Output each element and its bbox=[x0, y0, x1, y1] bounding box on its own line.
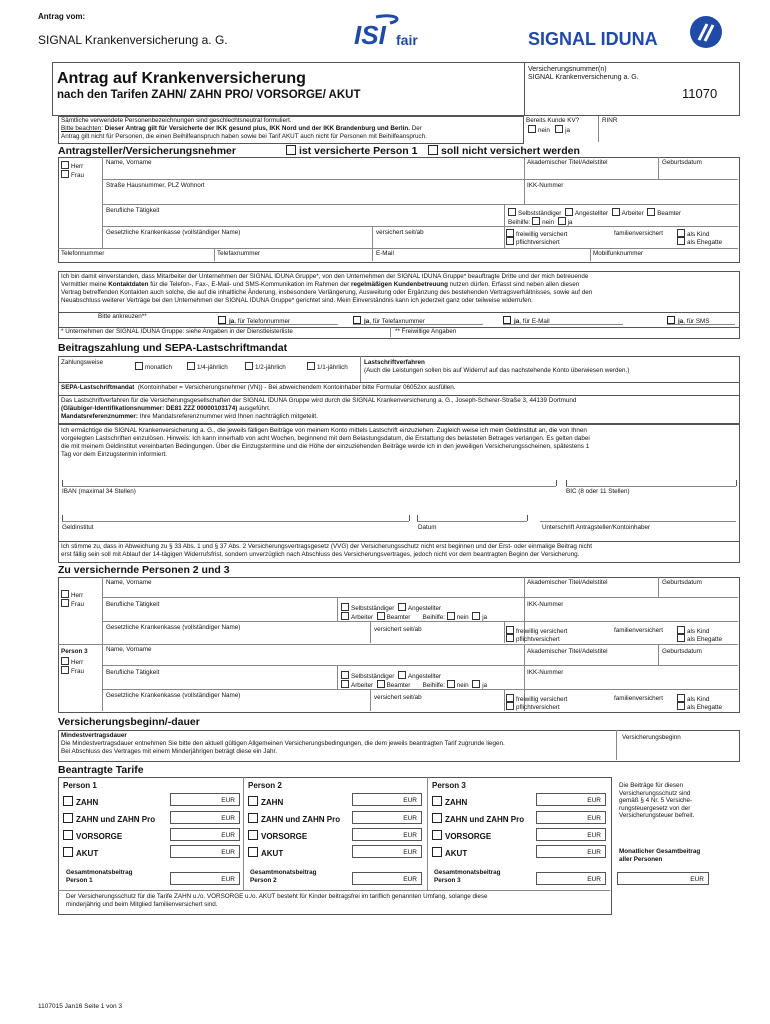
p3-zahn-eur[interactable]: EUR bbox=[536, 793, 606, 806]
gesamtbeitrag-eur[interactable]: EUR bbox=[617, 872, 709, 885]
freiwillig-option[interactable]: freiwillig versichert bbox=[506, 229, 567, 239]
consent-email-option[interactable]: ja, für E-Mail bbox=[503, 316, 550, 326]
vn-company: SIGNAL Krankenversicherung a. G. bbox=[528, 74, 639, 81]
titel-field-label[interactable]: Akademischer Titel/Adelstitel bbox=[527, 159, 608, 166]
intro-line-2: Bitte beachten: Dieser Antrag gilt für Versicherte der IKK gesund plus, IKK Nord und der IKK Brandenburg und Berlin. Der bbox=[61, 125, 422, 132]
p3-zahnpro-option[interactable]: ZAHN und ZAHN Pro bbox=[432, 813, 524, 825]
p2-frau-option[interactable]: Frau bbox=[61, 599, 84, 609]
p2-ehe-option[interactable]: als Ehegatte bbox=[677, 634, 722, 644]
tarife-person-1: Person 1 bbox=[63, 781, 97, 790]
p2-vorsorge-option[interactable]: VORSORGE bbox=[248, 830, 307, 842]
beruf-field-label[interactable]: Berufliche Tätigkeit bbox=[106, 207, 160, 214]
monatlicher-gesamtbeitrag-label: Monatlicher Gesamtbeitrag aller Personen bbox=[619, 848, 701, 863]
signal-iduna-logo-icon bbox=[689, 15, 723, 49]
p2-ikk-label[interactable]: IKK-Nummer bbox=[527, 601, 564, 608]
kind-option[interactable]: als Kind bbox=[677, 229, 709, 239]
p1-gesamt-label: Gesamtmonatsbeitrag Person 1 bbox=[66, 869, 133, 884]
p2-beruf-options-2[interactable]: Arbeiter Beamter Beihilfe: nein ja bbox=[341, 612, 487, 622]
intro-line-1: Sämtliche verwendete Personenbezeichnungen sind geschlechtsneutral formuliert. bbox=[61, 117, 292, 124]
ist-versicherte-checkbox[interactable] bbox=[286, 145, 296, 155]
p2-gesamt-label: Gesamtmonatsbeitrag Person 2 bbox=[250, 869, 317, 884]
p2-pflicht-option[interactable]: pflichtversichert bbox=[506, 634, 560, 644]
sepa-heading: Beitragszahlung und SEPA-Lastschriftmandat bbox=[58, 342, 288, 354]
p3-akut-option[interactable]: AKUT bbox=[432, 847, 467, 859]
consent-footnote-2: ** Freiwillige Angaben bbox=[395, 328, 457, 335]
person-3-label: Person 3 bbox=[61, 648, 88, 655]
p1-gesamt-eur[interactable]: EUR bbox=[170, 872, 240, 885]
p1-zahnpro-option[interactable]: ZAHN und ZAHN Pro bbox=[63, 813, 155, 825]
p3-zahn-option[interactable]: ZAHN bbox=[432, 796, 467, 808]
ist-versicherte-person-option[interactable]: ist versicherte Person 1 bbox=[286, 145, 417, 157]
email-field-label[interactable]: E-Mail bbox=[376, 250, 394, 257]
glaeubiger-line-3: Mandatsreferenznummer: Ihre Mandatsreferenznummer wird Ihnen nachträglich mitgeteilt. bbox=[61, 413, 318, 420]
p1-zahnpro-eur[interactable]: EUR bbox=[170, 811, 240, 824]
tarife-person-2: Person 2 bbox=[248, 781, 282, 790]
beginn-heading: Versicherungsbeginn/-dauer bbox=[58, 716, 200, 728]
p1-akut-option[interactable]: AKUT bbox=[63, 847, 98, 859]
p2-zahnpro-option[interactable]: ZAHN und ZAHN Pro bbox=[248, 813, 340, 825]
ikk-field-label[interactable]: IKK-Nummer bbox=[527, 182, 564, 189]
consent-footnote-1: * Unternehmen der SIGNAL IDUNA Gruppe: siehe Angaben in der Dienstleisterliste bbox=[61, 328, 293, 335]
p1-vorsorge-eur[interactable]: EUR bbox=[170, 828, 240, 841]
frau-option[interactable]: Frau bbox=[61, 170, 84, 180]
zahlungsweise-label: Zahlungsweise bbox=[61, 359, 104, 366]
p3-ikk-label[interactable]: IKK-Nummer bbox=[527, 669, 564, 676]
p3-frau-option[interactable]: Frau bbox=[61, 666, 84, 676]
consent-text-3: Vertrag betreffenden Kontakten auch solche, die auf die inhaltliche Änderung, insbesondere Verlängerung, Ausweitung oder Ergänzung des bestehenden Vertragsverhältnisses, sowie auf den bbox=[61, 289, 593, 296]
iban-field-label[interactable]: IBAN (maximal 34 Stellen) bbox=[62, 488, 136, 495]
p2-titel-label[interactable]: Akademischer Titel/Adelstitel bbox=[527, 579, 608, 586]
datum-field-label[interactable]: Datum bbox=[418, 524, 437, 531]
consent-sms-option[interactable]: ja, für SMS bbox=[667, 316, 710, 326]
p1-akut-eur[interactable]: EUR bbox=[170, 845, 240, 858]
p3-freiwillig-option[interactable]: freiwillig versichert bbox=[506, 694, 567, 704]
vvg-line-1: Ich stimme zu, dass in Abweichung zu § 33 Abs. 1 und § 37 Abs. 2 Versicherungsvertragsgesetz (VVG) der Versicherungsschutz nicht erst beginnen und der Erst- oder einmalige Beitrag nicht bbox=[61, 543, 592, 550]
p3-gesamt-eur[interactable]: EUR bbox=[536, 872, 606, 885]
herr-option[interactable]: Herr bbox=[61, 161, 83, 171]
kinder-line-2: minderjährig und beim Mitglied familienversichert sind. bbox=[66, 901, 218, 908]
mandat-text: SEPA-Lastschriftmandat (Kontoinhaber = Versicherungsnehmer (VN)) - Bei abweichendem Kontoinhaber bitte Formular 06052xx ausfüllen. bbox=[61, 384, 456, 391]
p2-akut-eur[interactable]: EUR bbox=[352, 845, 422, 858]
isi-logo-text: ISI bbox=[354, 20, 386, 50]
p2-famil-label: familienversichert bbox=[614, 627, 663, 634]
tarife-heading: Beantragte Tarife bbox=[58, 764, 144, 776]
vvg-line-2: erst fällig sein soll mit Ablauf der 14-tägigen Widerrufsfrist, sondern unverzüglich nach Abschluss des Versicherungsvertrages, jedoch nicht vor dem beantragten Beginn der Versicherung. bbox=[61, 551, 580, 558]
p2-freiwillig-option[interactable]: freiwillig versichert bbox=[506, 626, 567, 636]
vierteljaehrlich-option[interactable]: 1/4-jährlich bbox=[187, 362, 228, 372]
ermaechtigung-line-1: Ich ermächtige die SIGNAL Krankenversicherung a. G., die jeweils fälligen Beiträge von meinem Konto mittels Lastschrift einzuziehen. Zugleich weise ich mein Geldinstitut an, die von Ihnen bbox=[61, 427, 587, 434]
vn-number: 11070 bbox=[682, 86, 718, 101]
tarife-person-3: Person 3 bbox=[432, 781, 466, 790]
kinder-line-1: Der Versicherungsschutz für die Tarife ZAHN u./o. VORSORGE u./o. AKUT besteht für Kinder beitragsfrei im tariflich genannten Umfang, solange diese bbox=[66, 893, 488, 900]
p2-geb-label[interactable]: Geburtsdatum bbox=[662, 579, 702, 586]
p3-kasse-label[interactable]: Gesetzliche Krankenkasse (vollständiger Name) bbox=[106, 692, 241, 699]
signal-iduna-wordmark: SIGNAL IDUNA bbox=[528, 29, 658, 49]
intro-line-3: Antrag gilt nicht für Personen, die einen Beihilfeanspruch haben sowie bei Tarif AKUT auch nicht für Personen mit Beihilfeanspruch. bbox=[61, 133, 427, 140]
ehe-option[interactable]: als Ehegatte bbox=[677, 237, 722, 247]
rinr-label: RINR bbox=[602, 117, 618, 124]
p3-herr-option[interactable]: Herr bbox=[61, 657, 83, 667]
footer-code: 1107015 Jan16 Seite 1 von 3 bbox=[38, 1003, 123, 1010]
glaeubiger-line-2: (Gläubiger-Identifikationsnummer: DE81 ZZZ 00000103174) ausgeführt. bbox=[61, 405, 271, 412]
p2-herr-option[interactable]: Herr bbox=[61, 590, 83, 600]
consent-text-2: Vermittler meine Kontaktdaten für die Telefon-, Fax-, E-Mail- und SMS-Kommunikation im Rahmen der regelmäßigen Kundenbetreuung nutzen dürfen. Erfasst sind neben allen diesen bbox=[61, 281, 580, 288]
ja-checkbox[interactable] bbox=[555, 125, 563, 133]
name-field-label[interactable]: Name, Vorname bbox=[106, 159, 152, 166]
kasse-field-label[interactable]: Gesetzliche Krankenkasse (vollständiger Name) bbox=[106, 229, 241, 236]
beruf-status-options[interactable]: Selbstständiger Angestellter Arbeiter Beamter bbox=[508, 208, 681, 218]
vn-label: Versicherungsnummer(n) bbox=[528, 66, 607, 73]
soll-nicht-checkbox[interactable] bbox=[428, 145, 438, 155]
tel-field-label[interactable]: Telefonnummer bbox=[61, 250, 105, 257]
glaeubiger-line-1: Das Lastschriftverfahren für die Versicherungsgesellschaften der SIGNAL IDUNA Gruppe wird durch die SIGNAL Krankenversicherung a. G., Joseph-Scherer-Straße 3, 44139 Dortmund bbox=[61, 397, 577, 404]
lastschrift-note: (Auch die Leistungen sollen bis auf Widerruf auf das nachstehende Konto überwiesen werden.) bbox=[364, 367, 630, 374]
p1-zahn-option[interactable]: ZAHN bbox=[63, 796, 98, 808]
page-subtitle: nach den Tarifen ZAHN/ ZAHN PRO/ VORSORGE/ AKUT bbox=[57, 89, 361, 101]
seit-field-label[interactable]: versichert seit/ab bbox=[376, 229, 424, 236]
strasse-field-label[interactable]: Straße Hausnummer, PLZ Wohnort bbox=[106, 182, 205, 189]
monatlich-option[interactable]: monatlich bbox=[135, 362, 172, 372]
mobil-field-label[interactable]: Mobilfunknummer bbox=[593, 250, 644, 257]
beihilfe-options[interactable]: Beihilfe: nein ja bbox=[508, 219, 573, 226]
antrag-vom-label: Antrag vom: bbox=[38, 12, 86, 21]
applicant-heading: Antragsteller/Versicherungsnehmer bbox=[58, 145, 236, 157]
jaehrlich-option[interactable]: 1/1-jährlich bbox=[307, 362, 348, 372]
p3-pflicht-option[interactable]: pflichtversichert bbox=[506, 702, 560, 712]
versicherungsbeginn-field-label[interactable]: Versicherungsbeginn bbox=[622, 734, 681, 741]
p3-kind-option[interactable]: als Kind bbox=[677, 694, 709, 704]
ermaechtigung-line-2: vorgelegten Lastschriften einzulösen. Hinweis: Ich kann innerhalb von acht Wochen, beginnend mit dem Belastungsdatum, die Erstattung des belasteten Betrages verlangen. Es gelten dabei bbox=[61, 435, 590, 442]
fax-field-label[interactable]: Telefaxnummer bbox=[217, 250, 261, 257]
p2-name-label[interactable]: Name, Vorname bbox=[106, 579, 152, 586]
bic-field-label[interactable]: BIC (8 oder 11 Stellen) bbox=[566, 488, 630, 495]
p3-beruf-options-1[interactable]: Selbstständiger Angestellter bbox=[341, 671, 441, 681]
p3-ehe-option[interactable]: als Ehegatte bbox=[677, 702, 722, 712]
p3-zahnpro-eur[interactable]: EUR bbox=[536, 811, 606, 824]
famil-label: familienversichert bbox=[614, 230, 663, 237]
consent-text-4: Neuabschluss weiterer Verträge bei den Unternehmen der SIGNAL IDUNA Gruppe* gerichtet sind. Mein Einverständnis kann ich jederzeit ganz oder teilweise widerrufen. bbox=[61, 297, 533, 304]
mindest-heading: Mindestvertragsdauer bbox=[61, 732, 127, 739]
consent-tel-option[interactable]: ja, für Telefonnummer bbox=[218, 316, 290, 326]
p3-beruf-options-2[interactable]: Arbeiter Beamter Beihilfe: nein ja bbox=[341, 680, 487, 690]
p2-zahn-eur[interactable]: EUR bbox=[352, 793, 422, 806]
p1-zahn-eur[interactable]: EUR bbox=[170, 793, 240, 806]
p3-seit-label[interactable]: versichert seit/ab bbox=[374, 694, 422, 701]
p3-name-label[interactable]: Name, Vorname bbox=[106, 646, 152, 653]
ermaechtigung-line-4: Tag vor dem Einzugstermin informiert. bbox=[61, 451, 168, 458]
pflicht-option[interactable]: pflichtversichert bbox=[506, 237, 560, 247]
p3-vorsorge-option[interactable]: VORSORGE bbox=[432, 830, 491, 842]
isi-fair-logo bbox=[352, 14, 440, 50]
p2-gesamt-eur[interactable]: EUR bbox=[352, 872, 422, 885]
mindest-line-2: Bei Abschluss des Vertrages mit einem Minderjährigen beträgt diese ein Jahr. bbox=[61, 748, 277, 755]
bereits-kunde-options[interactable]: nein ja bbox=[528, 125, 570, 135]
p1-vorsorge-option[interactable]: VORSORGE bbox=[63, 830, 122, 842]
p2-vorsorge-eur[interactable]: EUR bbox=[352, 828, 422, 841]
p2-akut-option[interactable]: AKUT bbox=[248, 847, 283, 859]
p2-beruf-label[interactable]: Berufliche Tätigkeit bbox=[106, 601, 160, 608]
soll-nicht-versichert-option[interactable]: soll nicht versichert werden bbox=[428, 145, 580, 157]
p2-zahn-option[interactable]: ZAHN bbox=[248, 796, 283, 808]
p3-gesamt-label: Gesamtmonatsbeitrag Person 3 bbox=[434, 869, 501, 884]
page-title: Antrag auf Krankenversicherung bbox=[57, 70, 306, 87]
p2-kasse-label[interactable]: Gesetzliche Krankenkasse (vollständiger Name) bbox=[106, 624, 241, 631]
p3-beruf-label[interactable]: Berufliche Tätigkeit bbox=[106, 669, 160, 676]
consent-fax-option[interactable]: ja, für Telefaxnummer bbox=[353, 316, 425, 326]
mindest-line-1: Die Mindestvertragsdauer entnehmen Sie bitte den aktuell gültigen Allgemeinen Versicherungsbedingungen, die dem jeweils beantragten Tarif zugrunde liegen. bbox=[61, 740, 505, 747]
p3-geb-label[interactable]: Geburtsdatum bbox=[662, 648, 702, 655]
nein-checkbox[interactable] bbox=[528, 125, 536, 133]
geb-field-label[interactable]: Geburtsdatum bbox=[662, 159, 702, 166]
geldinstitut-field-label[interactable]: Geldinstitut bbox=[62, 524, 94, 531]
consent-text-1: Ich bin damit einverstanden, dass Mitarbeiter der Unternehmen der SIGNAL IDUNA Gruppe*, von den Unternehmen der SIGNAL IDUNA Gruppe* beauftragte Dritte und der mich betreuende bbox=[61, 273, 589, 280]
p2-kind-option[interactable]: als Kind bbox=[677, 626, 709, 636]
p3-akut-eur[interactable]: EUR bbox=[536, 845, 606, 858]
p2-seit-label[interactable]: versichert seit/ab bbox=[374, 626, 422, 633]
p2-zahnpro-eur[interactable]: EUR bbox=[352, 811, 422, 824]
p3-vorsorge-eur[interactable]: EUR bbox=[536, 828, 606, 841]
p3-famil-label: familienversichert bbox=[614, 695, 663, 702]
fair-logo-text: fair bbox=[396, 32, 418, 48]
lastschrift-heading: Lastschriftverfahren bbox=[364, 359, 425, 366]
halbjaehrlich-option[interactable]: 1/2-jährlich bbox=[245, 362, 286, 372]
ermaechtigung-line-3: die mit meinem Geldinstitut vereinbarten Bedingungen. Über die Einzugstermine und die Höhe der einzuziehenden Beiträge werde ich in den jeweiligen Versicherungsscheinen, spätestens 1 bbox=[61, 443, 590, 450]
bereits-kunde-label: Bereits Kunde KV? bbox=[526, 117, 580, 124]
bitte-ankreuzen-label: Bitte ankreuzen** bbox=[98, 313, 147, 320]
company-name: SIGNAL Krankenversicherung a. G. bbox=[38, 33, 228, 47]
p3-titel-label[interactable]: Akademischer Titel/Adelstitel bbox=[527, 648, 608, 655]
unterschrift-field-label[interactable]: Unterschrift Antragsteller/Kontoinhaber bbox=[542, 524, 651, 531]
persons-heading: Zu versichernde Personen 2 und 3 bbox=[58, 564, 230, 576]
p2-beruf-options-1[interactable]: Selbstständiger Angestellter bbox=[341, 603, 441, 613]
steuer-hinweis: Die Beiträge für diesen Versicherungsschutz sind gemäß § 4 Nr. 5 Versiche- rungsteuergesetz von der Versicherungsteuer befreit. bbox=[619, 782, 695, 819]
